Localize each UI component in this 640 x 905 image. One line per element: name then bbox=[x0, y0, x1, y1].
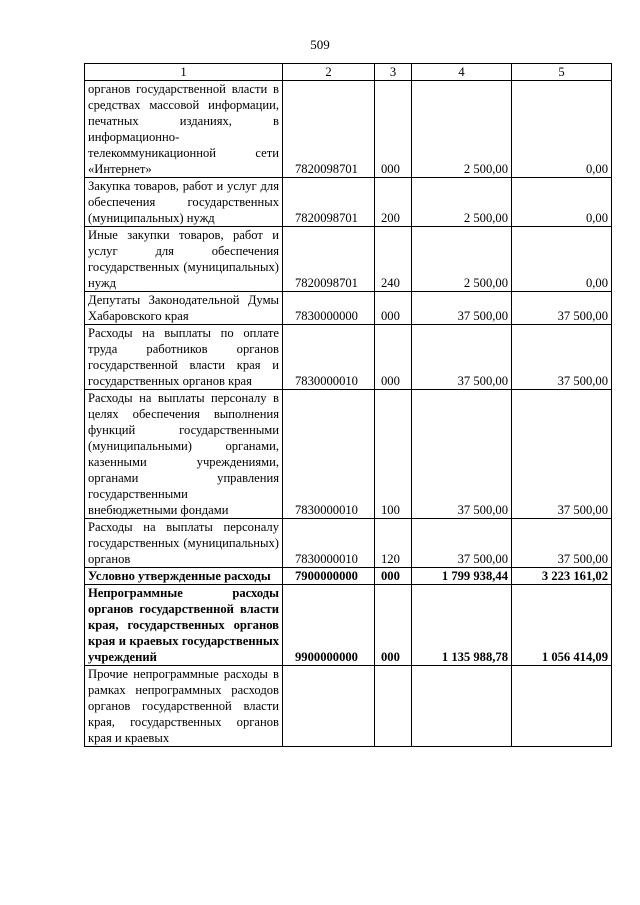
target-article-code: 7820098701 bbox=[283, 227, 375, 292]
amount-year-1: 37 500,00 bbox=[412, 519, 512, 568]
amount-year-2: 0,00 bbox=[512, 81, 612, 178]
amount-year-1 bbox=[412, 666, 512, 747]
amount-year-1: 37 500,00 bbox=[412, 390, 512, 519]
expense-name: Расходы на выплаты персоналу в целях обеспечения выполнения функций государственными (муниципальными) органами, казенными учреждениями, органами управления государственными внебюджетными фондами bbox=[85, 390, 283, 519]
column-header-5: 5 bbox=[512, 64, 612, 81]
budget-table bbox=[84, 63, 612, 747]
amount-year-2: 37 500,00 bbox=[512, 325, 612, 390]
table-row bbox=[85, 227, 612, 292]
target-article-code: 7820098701 bbox=[283, 81, 375, 178]
table-row bbox=[85, 81, 612, 178]
expense-type-code: 000 bbox=[375, 81, 412, 178]
target-article-code bbox=[283, 666, 375, 747]
expense-name: Прочие непрограммные расходы в рамках непрограммных расходов органов государственной власти края, государственных органов края и краевых bbox=[88, 667, 279, 745]
expense-type-code: 000 bbox=[375, 325, 412, 390]
expense-type-code: 000 bbox=[375, 568, 412, 585]
amount-year-1: 1 799 938,44 bbox=[412, 568, 512, 585]
expense-type-code: 100 bbox=[375, 390, 412, 519]
expense-name: Иные закупки товаров, работ и услуг для обеспечения государственных (муниципальных) нужд bbox=[85, 227, 283, 292]
expense-type-code: 120 bbox=[375, 519, 412, 568]
expense-type-code: 240 bbox=[375, 227, 412, 292]
column-header-1: 1 bbox=[85, 64, 283, 81]
table-header-row bbox=[85, 64, 612, 81]
table-row bbox=[85, 585, 612, 666]
amount-year-2: 37 500,00 bbox=[512, 292, 612, 325]
amount-year-2: 37 500,00 bbox=[512, 519, 612, 568]
amount-year-1: 1 135 988,78 bbox=[412, 585, 512, 666]
expense-name: Непрограммные расходы органов государственной власти края, государственных органов края и краевых государственных учреждений bbox=[85, 585, 283, 666]
expense-type-code: 000 bbox=[375, 585, 412, 666]
target-article-code: 9900000000 bbox=[283, 585, 375, 666]
target-article-code: 7820098701 bbox=[283, 178, 375, 227]
expense-name: органов государственной власти в средствах массовой информации, печатных изданиях, в информационно-телекоммуникационной сети «Интернет» bbox=[85, 81, 283, 178]
table-row bbox=[85, 568, 612, 585]
target-article-code: 7830000010 bbox=[283, 325, 375, 390]
table-row bbox=[85, 325, 612, 390]
amount-year-1: 2 500,00 bbox=[412, 227, 512, 292]
expense-type-code bbox=[375, 666, 412, 747]
expense-name: Расходы на выплаты по оплате труда работников органов государственной власти края и государственных органов края bbox=[85, 325, 283, 390]
expense-type-code: 200 bbox=[375, 178, 412, 227]
table-row bbox=[85, 666, 612, 747]
amount-year-2: 3 223 161,02 bbox=[512, 568, 612, 585]
expense-name: Закупка товаров, работ и услуг для обеспечения государственных (муниципальных) нужд bbox=[85, 178, 283, 227]
amount-year-1: 37 500,00 bbox=[412, 325, 512, 390]
amount-year-2: 0,00 bbox=[512, 178, 612, 227]
column-header-4: 4 bbox=[412, 64, 512, 81]
table-row bbox=[85, 178, 612, 227]
table-row bbox=[85, 292, 612, 325]
expense-type-code: 000 bbox=[375, 292, 412, 325]
expense-name: Условно утвержденные расходы bbox=[85, 568, 283, 585]
table-row bbox=[85, 519, 612, 568]
target-article-code: 7830000010 bbox=[283, 519, 375, 568]
amount-year-2: 37 500,00 bbox=[512, 390, 612, 519]
amount-year-2: 0,00 bbox=[512, 227, 612, 292]
column-header-2: 2 bbox=[283, 64, 375, 81]
table-row bbox=[85, 390, 612, 519]
amount-year-1: 2 500,00 bbox=[412, 81, 512, 178]
amount-year-2 bbox=[512, 666, 612, 747]
amount-year-1: 2 500,00 bbox=[412, 178, 512, 227]
target-article-code: 7830000010 bbox=[283, 390, 375, 519]
amount-year-1: 37 500,00 bbox=[412, 292, 512, 325]
target-article-code: 7900000000 bbox=[283, 568, 375, 585]
target-article-code: 7830000000 bbox=[283, 292, 375, 325]
expense-name-cell bbox=[85, 666, 283, 747]
amount-year-2: 1 056 414,09 bbox=[512, 585, 612, 666]
column-header-3: 3 bbox=[375, 64, 412, 81]
expense-name: Расходы на выплаты персоналу государственных (муниципальных) органов bbox=[85, 519, 283, 568]
expense-name: Депутаты Законодательной Думы Хабаровского края bbox=[85, 292, 283, 325]
page-number: 509 bbox=[310, 37, 330, 52]
